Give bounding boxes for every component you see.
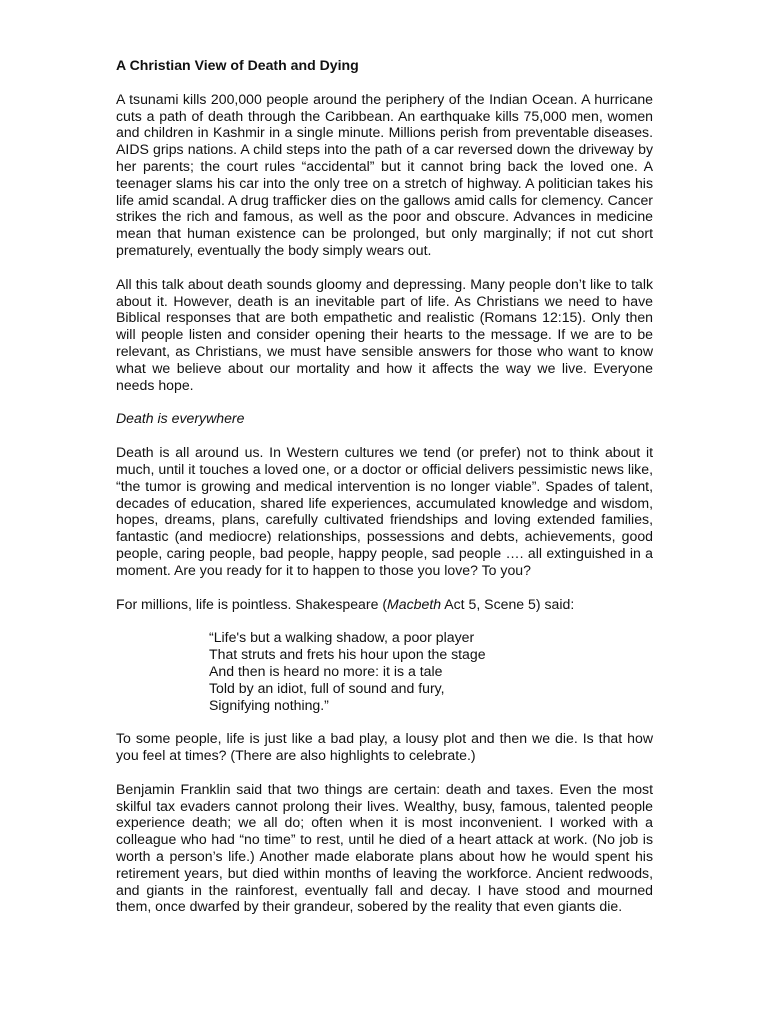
quote-line: “Life's but a walking shadow, a poor player xyxy=(209,629,475,646)
quote-line: Told by an idiot, full of sound and fury, xyxy=(209,679,445,696)
paragraph-franklin: Benjamin Franklin said that two things are certain: death and taxes. Even the most skilful tax evaders cannot prolong their lives. Wealthy, busy, famous, talented people experience death; we all do; often when it is most inconvenient. I worked with a colleague who had “no time” to rest, until he died of a heart attack at work. (No job is worth a person’s life.) Another made elaborate plans about how he would spent his retirement years, but died within months of leaving the workforce. Ancient redwoods, and giants in the rainforest, eventually fall and decay. I have stood and mourned them, once dwarfed by their grandeur, sobered by the reality that even giants die. xyxy=(116,780,653,915)
quote-line: And then is heard no more: it is a tale xyxy=(209,662,443,679)
macbeth-quote xyxy=(209,629,653,713)
paragraph-disasters: A tsunami kills 200,000 people around the periphery of the Indian Ocean. A hurricane cuts a path of death through the Caribbean. An earthquake kills 75,000 men, women and children in Kashmir in a single minute. Millions perish from preventable diseases. AIDS grips nations. A child steps into the path of a car reversed down the driveway by her parents; the court rules “accidental” but it cannot bring back the loved one. A teenager slams his car into the only tree on a stretch of highway. A politician takes his life amid scandal. A drug trafficker dies on the gallows amid calls for clemency. Cancer strikes the rich and famous, as well as the poor and obscure. Advances in medicine mean that human existence can be prolonged, but only marginally; if not cut short prematurely, eventually the body simply wears out. xyxy=(116,90,653,258)
paragraph-talk-about-death: All this talk about death sounds gloomy and depressing. Many people don’t like to talk about it. However, death is an inevitable part of life. As Christians we need to have Biblical responses that are both empathetic and realistic (Romans 12:15). Only then will people listen and consider opening their hearts to the message. If we are to be relevant, as Christians, we must have sensible answers for those who want to know what we believe about our mortality and how it affects the way we live. Everyone needs hope. xyxy=(116,275,653,393)
paragraph-death-all-around: Death is all around us. In Western cultures we tend (or prefer) not to think about it much, until it touches a loved one, or a doctor or official delivers pessimistic news like, “the tumor is growing and medical intervention is no longer viable”. Spades of talent, decades of education, shared life experiences, accumulated knowledge and wisdom, hopes, dreams, plans, carefully cultivated friendships and loving extended families, fantastic (and mediocre) relationships, possessions and debts, achievements, good people, caring people, bad people, happy people, sad people …. all extinguished in a moment. Are you ready for it to happen to those you love? To you? xyxy=(116,444,653,578)
paragraph-bad-play: To some people, life is just like a bad play, a lousy plot and then we die. Is that how you feel at times? (There are also highlights to celebrate.) xyxy=(116,730,653,764)
shakespeare-intro-end: Act 5, Scene 5) said: xyxy=(441,595,575,612)
document-page xyxy=(116,57,653,915)
quote-line: That struts and frets his hour upon the stage xyxy=(209,646,486,663)
shakespeare-intro-start: For millions, life is pointless. Shakespeare ( xyxy=(116,595,388,612)
paragraph-shakespeare-intro xyxy=(116,596,653,613)
document-title: A Christian View of Death and Dying xyxy=(116,57,359,73)
quote-line: Signifying nothing.” xyxy=(209,696,329,713)
macbeth-title: Macbeth xyxy=(387,595,442,612)
section-heading: Death is everywhere xyxy=(116,410,245,427)
